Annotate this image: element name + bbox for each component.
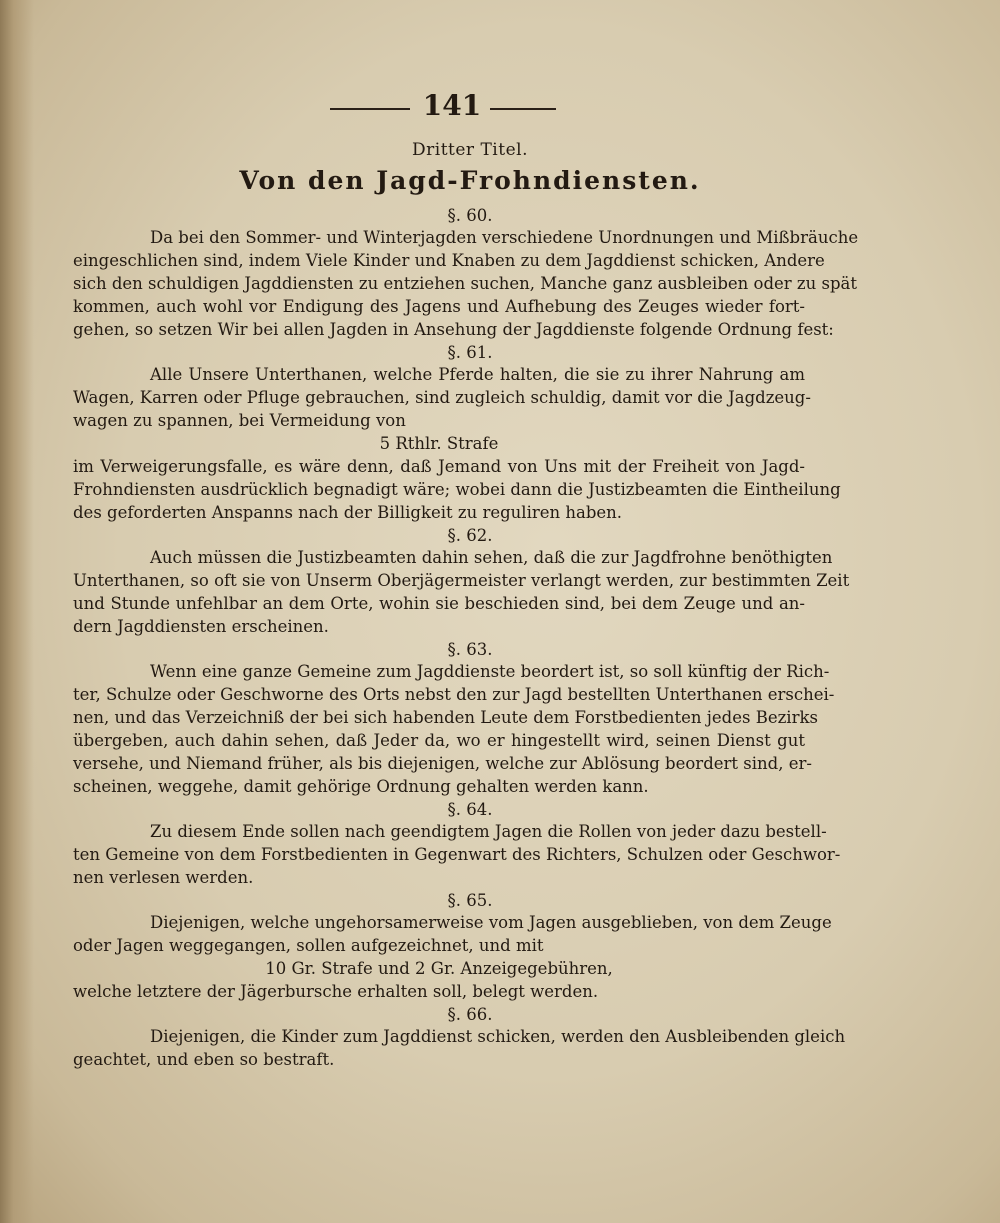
- chapter-title: Von den Jagd-Frohndiensten.: [239, 166, 701, 195]
- section-61-line: Alle Unsere Unterthanen, welche Pferde halten, die sie zu ihrer Nahrung am: [150, 365, 805, 384]
- section-heading-65: §. 65.: [447, 891, 493, 910]
- section-65-line: welche letztere der Jägerbursche erhalten soll, belegt werden.: [73, 982, 599, 1001]
- header-rule-right: [490, 108, 556, 110]
- section-60-line: gehen, so setzen Wir bei allen Jagden in Ansehung der Jagddienste folgende Ordnung fest:: [73, 320, 834, 339]
- section-63-line: versehe, und Niemand früher, als bis diejenigen, welche zur Ablösung beordert sind, er-: [73, 754, 812, 773]
- section-63-line: nen, und das Verzeichniß der bei sich habenden Leute dem Forstbedienten jedes Bezirks: [73, 708, 818, 727]
- section-60-line: kommen, auch wohl vor Endigung des Jagens und Aufhebung des Zeuges wieder fort-: [73, 297, 805, 316]
- page-header: [330, 88, 560, 124]
- section-60-line: Da bei den Sommer- und Winterjagden verschiedene Unordnungen und Mißbräuche: [150, 228, 859, 247]
- section-61-line: des geforderten Anspanns nach der Billigkeit zu reguliren haben.: [73, 503, 623, 522]
- section-63-line: scheinen, weggehe, damit gehörige Ordnung gehalten werden kann.: [73, 777, 649, 796]
- section-65-line: oder Jagen weggegangen, sollen aufgezeichnet, und mit: [73, 936, 544, 955]
- section-61-line: wagen zu spannen, bei Vermeidung von: [73, 411, 406, 430]
- chapter-subtitle: Dritter Titel.: [412, 140, 528, 160]
- section-heading-63: §. 63.: [447, 640, 493, 659]
- section-heading-60: §. 60.: [447, 206, 493, 225]
- section-64-line: nen verlesen werden.: [73, 868, 254, 887]
- section-61-penalty: 5 Rthlr. Strafe: [379, 434, 499, 453]
- section-62-line: dern Jagddiensten erscheinen.: [73, 617, 329, 636]
- section-61-line: im Verweigerungsfalle, es wäre denn, daß Jemand von Uns mit der Freiheit von Jagd-: [73, 457, 805, 476]
- section-65-line: Diejenigen, welche ungehorsamerweise vom Jagen ausgeblieben, von dem Zeuge: [150, 913, 832, 932]
- section-66-line: geachtet, und eben so bestraft.: [73, 1050, 335, 1069]
- section-61-line: Frohndiensten ausdrücklich begnadigt wäre; wobei dann die Justizbeamten die Eintheilung: [73, 480, 841, 499]
- section-heading-62: §. 62.: [447, 526, 493, 545]
- section-64-line: Zu diesem Ende sollen nach geendigtem Jagen die Rollen von jeder dazu bestell-: [150, 822, 827, 841]
- section-65-penalty: 10 Gr. Strafe und 2 Gr. Anzeigegebühren,: [265, 959, 613, 978]
- section-heading-66: §. 66.: [447, 1005, 493, 1024]
- section-62-line: Unterthanen, so oft sie von Unserm Oberjägermeister verlangt werden, zur bestimmten Zeit: [73, 571, 850, 590]
- section-62-line: Auch müssen die Justizbeamten dahin sehen, daß die zur Jagdfrohne benöthigten: [150, 548, 833, 567]
- section-63-line: übergeben, auch dahin sehen, daß Jeder da, wo er hingestellt wird, seinen Dienst gut: [73, 731, 805, 750]
- section-heading-61: §. 61.: [447, 343, 493, 362]
- header-rule-left: [330, 108, 410, 110]
- section-62-line: und Stunde unfehlbar an dem Orte, wohin sie beschieden sind, bei dem Zeuge und an-: [73, 594, 805, 613]
- section-heading-64: §. 64.: [447, 800, 493, 819]
- section-60-line: sich den schuldigen Jagddiensten zu entziehen suchen, Manche ganz ausbleiben oder zu spät: [73, 274, 857, 293]
- section-60-line: eingeschlichen sind, indem Viele Kinder und Knaben zu dem Jagddienst schicken, Andere: [73, 251, 825, 270]
- section-61-line: Wagen, Karren oder Pfluge gebrauchen, sind zugleich schuldig, damit vor die Jagdzeug-: [73, 388, 811, 407]
- section-66-line: Diejenigen, die Kinder zum Jagddienst schicken, werden den Ausbleibenden gleich: [150, 1027, 846, 1046]
- section-63-line: Wenn eine ganze Gemeine zum Jagddienste beordert ist, so soll künftig der Rich-: [150, 662, 830, 681]
- section-64-line: ten Gemeine von dem Forstbedienten in Gegenwart des Richters, Schulzen oder Geschwor-: [73, 845, 841, 864]
- page-number: 141: [422, 89, 482, 122]
- section-63-line: ter, Schulze oder Geschworne des Orts nebst den zur Jagd bestellten Unterthanen erschei-: [73, 685, 835, 704]
